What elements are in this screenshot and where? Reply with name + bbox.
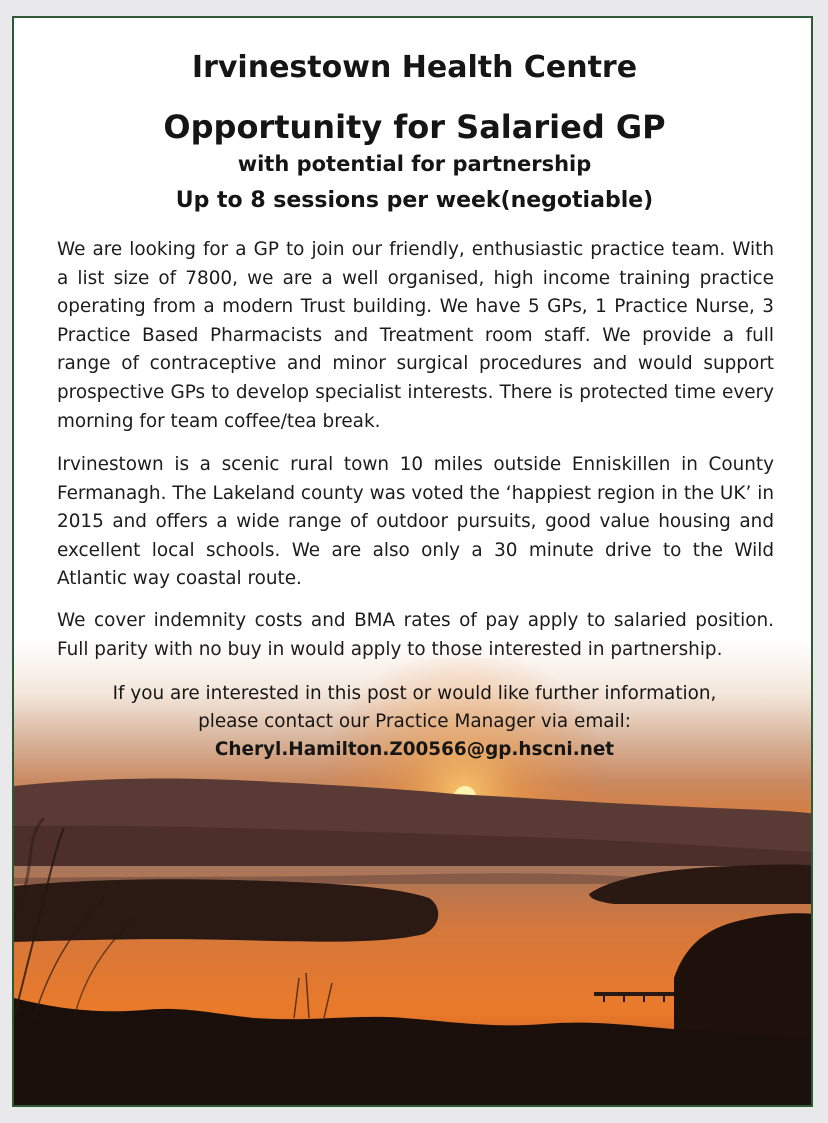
jetty [594, 992, 674, 996]
contact-block [14, 680, 813, 764]
contact-email[interactable]: Cheryl.Hamilton.Z00566@gp.hscni.net [214, 739, 615, 760]
location-description: Irvinestown is a scenic rural town 10 miles outside Enniskillen in County Fermanagh. The Lakeland county was voted the ‘happiest region in the UK’ in 2015 and offers a wide range of outdoor pursuits, good value housing and excellent local schools. We are also only a 30 minute drive to the Wild Atlantic way coastal route. [57, 454, 774, 590]
job-advert-poster [12, 16, 813, 1107]
job-headline: Opportunity for Salaried GP [163, 108, 666, 146]
practice-description: We are looking for a GP to join our friendly, enthusiastic practice team. With a list size of 7800, we are a well organised, high income training practice operating from a modern Trust building. We have 5 GPs, 1 Practice Nurse, 3 Practice Based Pharmacists and Treatment room staff. We provide a full range of contraceptive and minor surgical procedures and would support prospective GPs to develop specialist interests. There is protected time every morning for team coffee/tea break. [57, 239, 774, 432]
island-left [14, 879, 438, 942]
contact-line-1: If you are interested in this post or would like further information, [112, 683, 717, 704]
practice-name: Irvinestown Health Centre [191, 50, 638, 85]
sessions-info: Up to 8 sessions per week(negotiable) [175, 188, 654, 213]
contact-line-2: please contact our Practice Manager via email: [198, 711, 631, 732]
job-subheadline: with potential for partnership [237, 152, 592, 176]
terms-description: We cover indemnity costs and BMA rates of pay apply to salaried position. Full parity with no buy in would apply to those interested in partnership. [57, 610, 774, 660]
